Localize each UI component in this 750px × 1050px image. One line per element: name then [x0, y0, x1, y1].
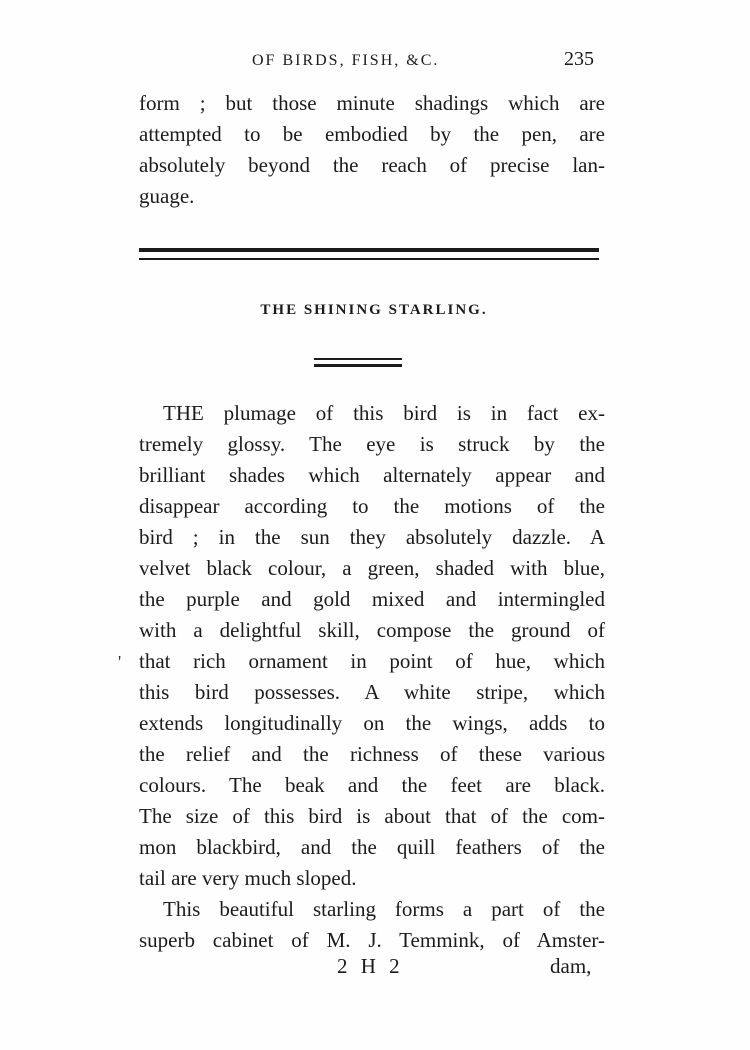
text-line: The size of this bird is about that of the com- — [139, 804, 605, 828]
section-divider-rule — [139, 248, 599, 266]
text-line: THE plumage of this bird is in fact ex- — [163, 401, 605, 425]
text-line: extends longitudinally on the wings, adds to — [139, 711, 605, 735]
text-line: This beautiful starling forms a part of the — [163, 897, 605, 921]
signature-mark: 2 H 2 — [337, 954, 404, 978]
text-line: form ; but those minute shadings which are — [139, 91, 605, 115]
text-line: brilliant shades which alternately appear and — [139, 463, 605, 487]
text-line: superb cabinet of M. J. Temmink, of Amster- — [139, 928, 605, 952]
margin-mark: ' — [118, 652, 122, 672]
text-line: absolutely beyond the reach of precise lan- — [139, 153, 605, 177]
text-line: that rich ornament in point of hue, which — [139, 649, 605, 673]
running-title: OF BIRDS, FISH, &C. — [252, 52, 440, 69]
text-line: colours. The beak and the feet are black. — [139, 773, 605, 797]
section-heading: THE SHINING STARLING. — [260, 302, 488, 318]
heading-ornament-rule — [314, 358, 402, 370]
catchword: dam, — [550, 954, 592, 978]
page-number: 235 — [564, 48, 594, 70]
text-line: attempted to be embodied by the pen, are — [139, 122, 605, 146]
text-line: guage. — [139, 184, 195, 208]
text-line: tremely glossy. The eye is struck by the — [139, 432, 605, 456]
running-head — [0, 48, 750, 78]
text-line: bird ; in the sun they absolutely dazzle. A — [139, 525, 605, 549]
text-line: the purple and gold mixed and intermingled — [139, 587, 605, 611]
text-line: disappear according to the motions of the — [139, 494, 605, 518]
text-line: tail are very much sloped. — [139, 866, 357, 890]
text-line: the relief and the richness of these various — [139, 742, 605, 766]
text-line: with a delightful skill, compose the ground of — [139, 618, 605, 642]
text-line: mon blackbird, and the quill feathers of the — [139, 835, 605, 859]
text-line: velvet black colour, a green, shaded with blue, — [139, 556, 605, 580]
text-line: this bird possesses. A white stripe, which — [139, 680, 605, 704]
